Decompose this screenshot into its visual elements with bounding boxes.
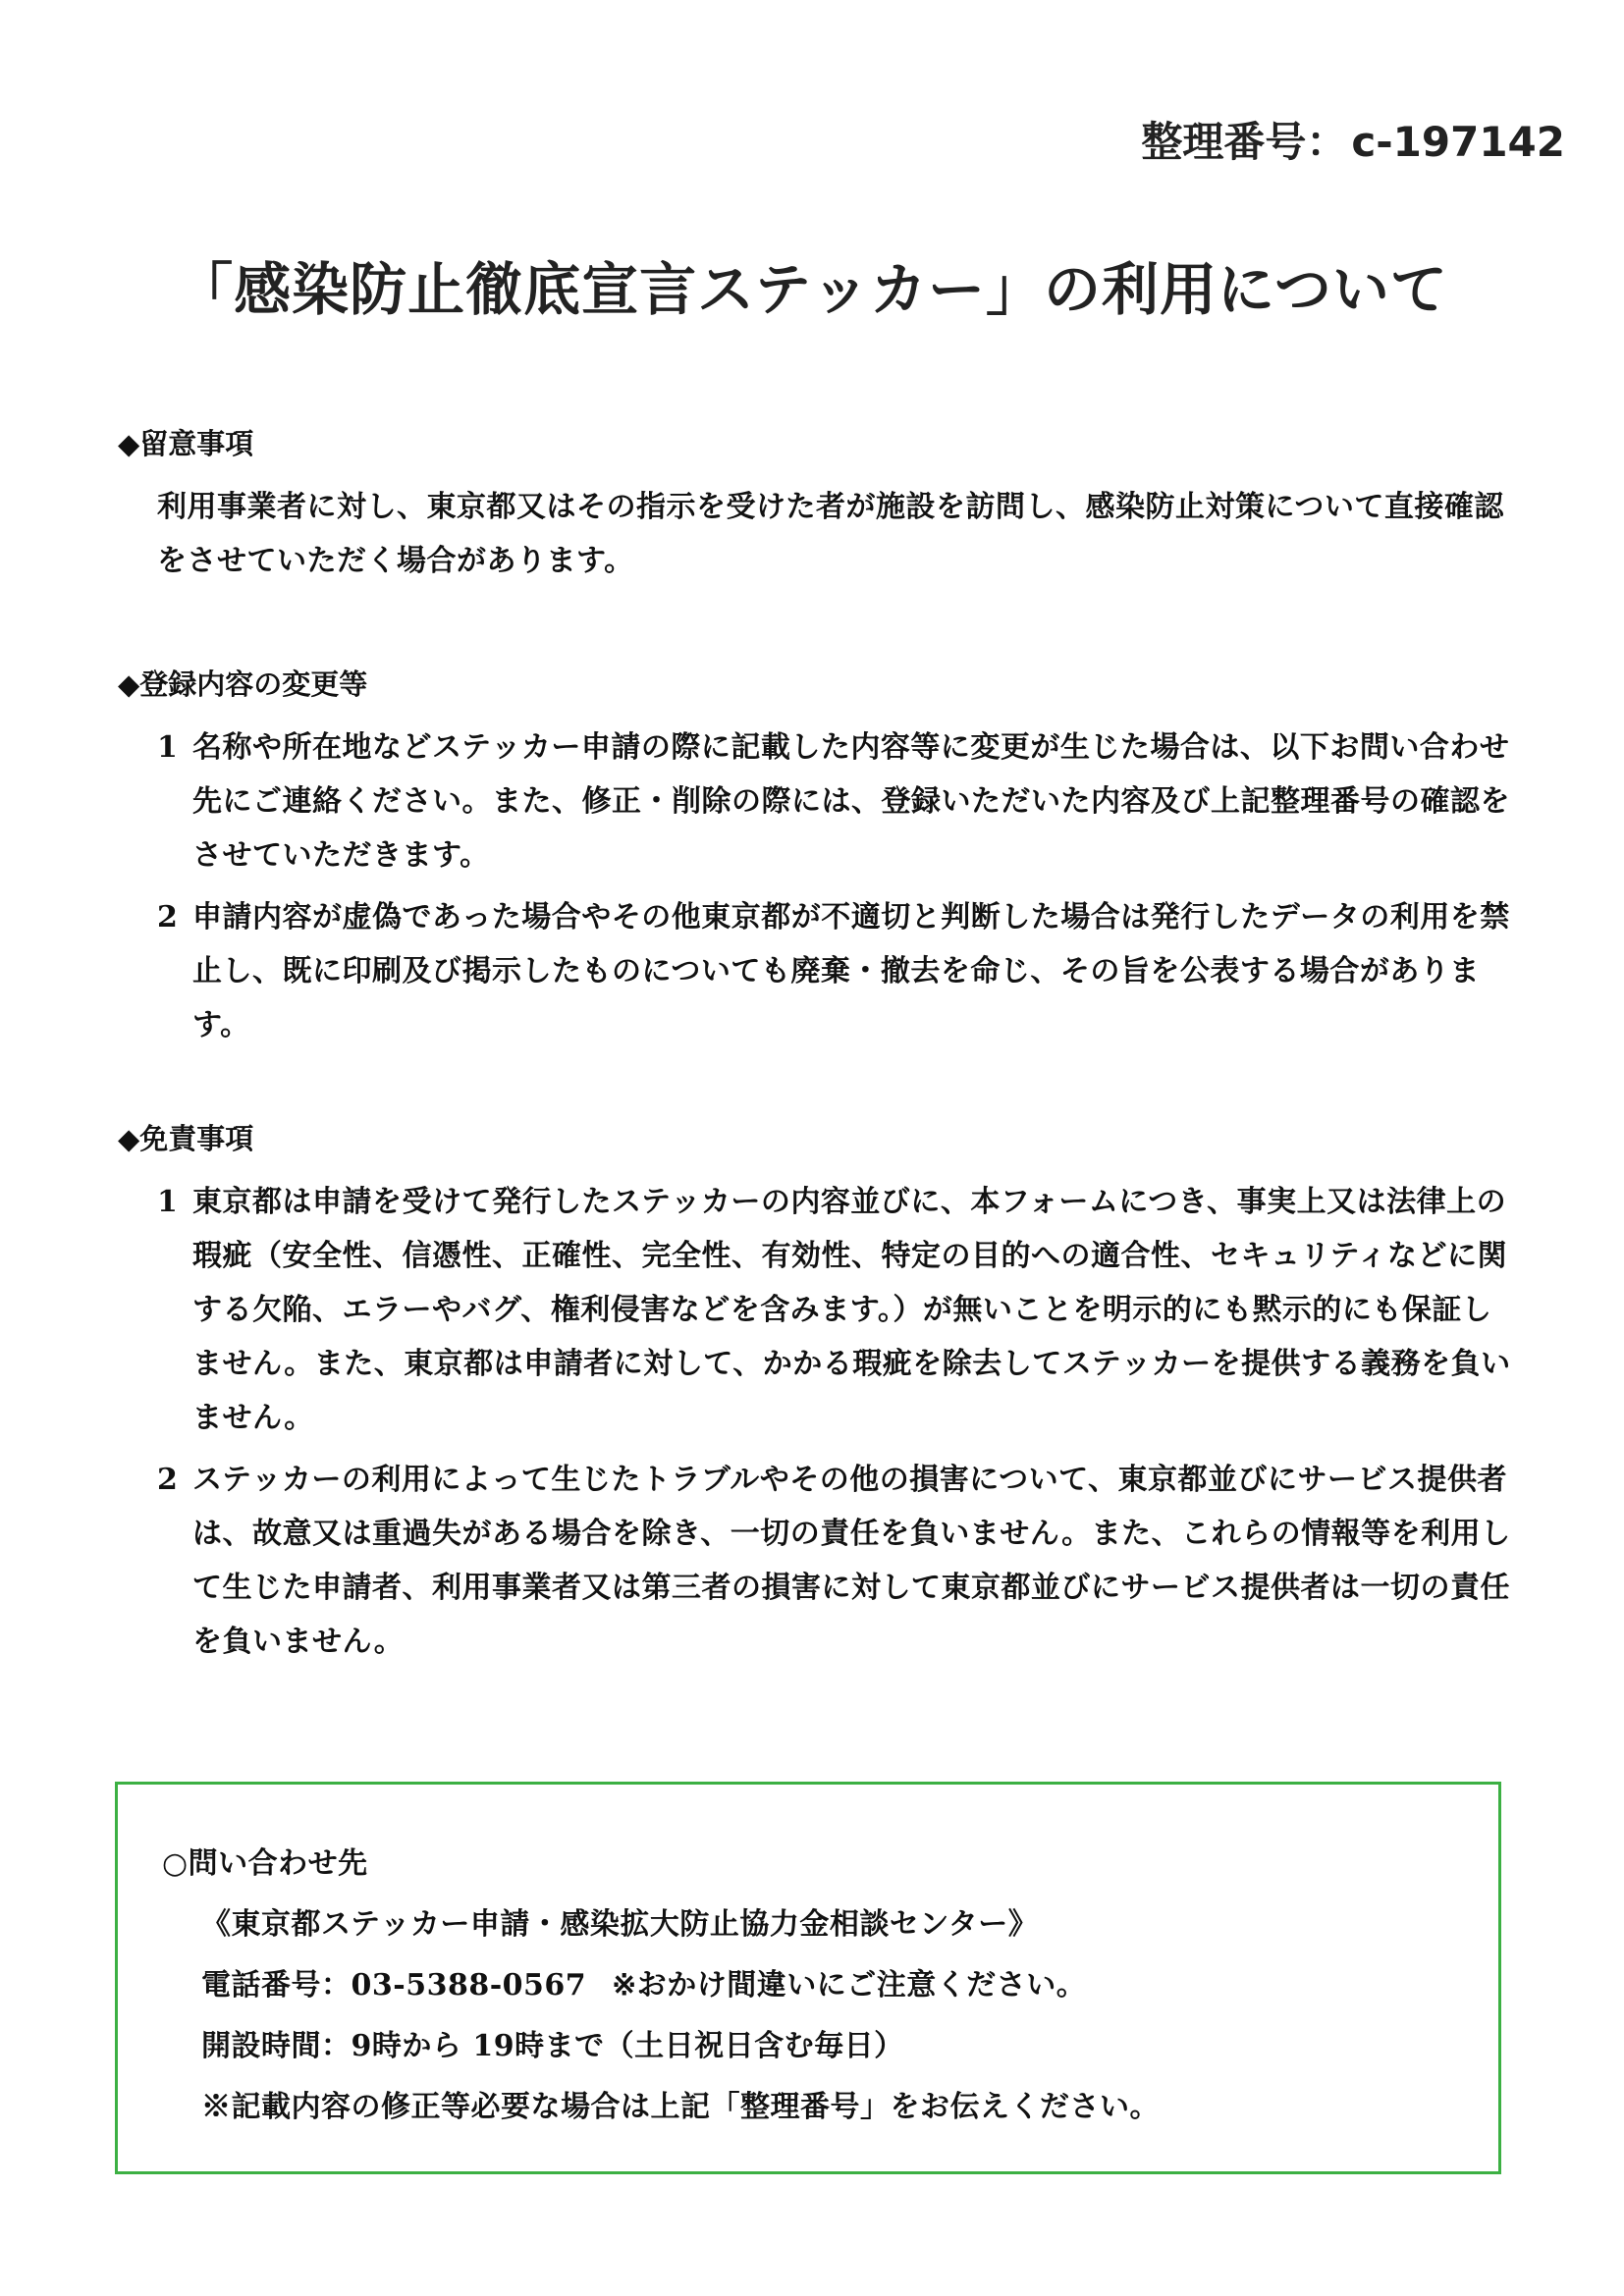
contact-box — [115, 1782, 1501, 2174]
item-number: 1 — [157, 1185, 179, 1219]
contact-phone — [162, 1955, 1459, 2016]
changes-item — [157, 721, 1512, 882]
reference-number — [1141, 110, 1565, 169]
reference-number-value: c-197142 — [1351, 118, 1565, 166]
changes-item — [157, 890, 1512, 1052]
reference-number-label: 整理番号： — [1141, 118, 1348, 166]
item-number: 1 — [157, 730, 179, 765]
disclaimer-heading: ◆免責事項 — [118, 1122, 254, 1155]
item-text: 名称や所在地などステッカー申請の際に記載した内容等に変更が生じた場合は、以下お問い合わせ先にご連絡ください。また、修正・削除の際には、登録いただいた内容及び上記整理番号の確認をさせていただきます。 — [192, 730, 1510, 873]
item-text: 申請内容が虚偽であった場合やその他東京都が不適切と判断した場合は発行したデータの利用を禁止し、既に印刷及び掲示したものについても廃棄・撤去を命じ、その旨を公表する場合があります。 — [192, 900, 1510, 1042]
notes-body: 利用事業者に対し、東京都又はその指示を受けた者が施設を訪問し、感染防止対策について直接確認をさせていただく場合があります。 — [157, 490, 1504, 578]
changes-section — [118, 663, 1512, 1060]
page-title: 「感染防止徹底宣言ステッカー」の利用について — [176, 256, 1448, 323]
contact-phone-note: ※おかけ間違いにご注意ください。 — [612, 1968, 1087, 2002]
contact-note — [162, 2077, 1459, 2138]
item-text: ステッカーの利用によって生じたトラブルやその他の損害について、東京都並びにサービス提供者は、故意又は重過失がある場合を除き、一切の責任を負いません。また、これらの情報等を利用して生じた申請者、利用事業者又は第三者の損害に対して東京都並びにサービス提供者は一切の責任を負いません。 — [192, 1463, 1511, 1659]
contact-note-emphasis: 整理番号 — [740, 2090, 860, 2124]
contact-phone-number: 電話番号：03-5388-0567 — [201, 1968, 587, 2002]
contact-note-suffix: 」をお伝えください。 — [860, 2090, 1160, 2124]
item-text: 東京都は申請を受けて発行したステッカーの内容並びに、本フォームにつき、事実上又は法律上の瑕疵（安全性、信憑性、正確性、完全性、有効性、特定の目的への適合性、セキュリティなどに関する欠陥、エラーやバグ、権利侵害などを含みます。）が無いことを明示的にも黙示的にも保証しません。また、東京都は申請者に対して、かかる瑕疵を除去してステッカーを提供する義務を負いません。 — [192, 1185, 1511, 1435]
disclaimer-item — [157, 1175, 1512, 1445]
contact-note-prefix: ※記載内容の修正等必要な場合は上記「 — [201, 2090, 740, 2124]
disclaimer-section — [118, 1117, 1512, 1677]
changes-heading: ◆登録内容の変更等 — [118, 667, 368, 701]
contact-hours: 開設時間：9時から 19時まで（土日祝日含む毎日） — [201, 2029, 904, 2063]
contact-center-name: 《東京都ステッカー申請・感染拡大防止協力金相談センター》 — [201, 1907, 1039, 1942]
notes-section — [118, 422, 1512, 588]
item-number: 2 — [157, 1463, 179, 1497]
disclaimer-item — [157, 1453, 1512, 1669]
item-number: 2 — [157, 900, 179, 934]
notes-heading: ◆留意事項 — [118, 427, 254, 460]
contact-heading: ○問い合わせ先 — [162, 1846, 368, 1881]
